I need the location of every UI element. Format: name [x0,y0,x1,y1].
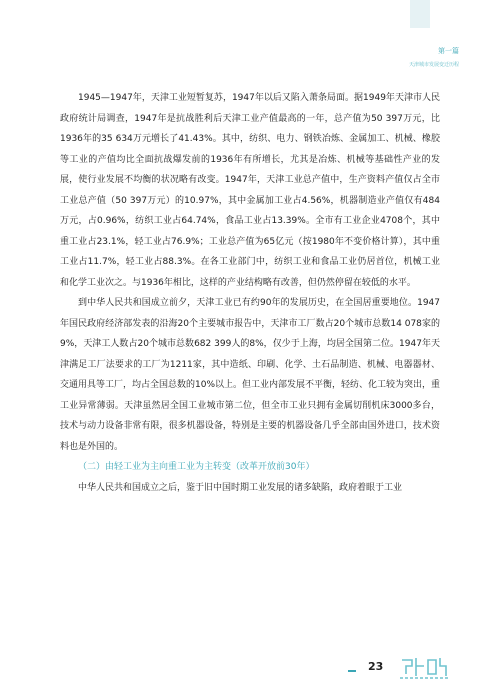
section-heading: （二）由轻工业为主向重工业为主转变（改革开放前30年） [78,462,315,472]
page-number: 23 [368,660,384,673]
footer-dash [348,670,356,672]
header-tab [410,0,430,28]
running-header [409,44,459,72]
chapter-label: 第一篇 [438,47,459,55]
paragraph: 到中华人民共和国成立前夕，天津工业已有约90年的发展历史，在全国居重要地位。1947年国民政府经济部发表的沿海20个主要城市报告中，天津市工厂数占20个城市总数14 078家的9%，天津工人数占20个城市总数682 399人的8%，仅少于上海，均居全国第二位。1947年天津满足工厂法要求的工厂为1211家，其中造纸、印刷、化学、土石品制造、机械、电器器材、交通用具等工厂，均占全国总数的10%以上。但工业内部发展不平衡，轻纺、化工较为突出，重工业异常薄弱。天津虽然居全国工业城市第二位，但全市工业只拥有金属切削机床3000多台，技术与动力设备非常有限，很多机器设备，特别是主要的机器设备几乎全部由国外进口，技术资料也是外国的。 [60,298,441,452]
body-text [60,88,440,498]
paragraph: 1945—1947年，天津工业短暂复苏，1947年以后又陷入萧条局面。据1949年天津市人民政府统计局调查，1947年是抗战胜利后天津工业产值最高的一年，总产值为50 397万元，比1936年的35 634万元增长了41.43%。其中，纺织、电力、钢铁冶炼、金属加工、机械、橡胶等工业的产值均比全面抗战爆发前的1936年有所增长，尤其是冶炼、机械等基础性产业的发展，使行业发展不均衡的状况略有改变。1947年，天津工业总产值中，生产资料产值仅占全市工业总产值（50 397万元）的10.97%，其中金属加工业占4.56%，机器制造业产值仅有484万元，占0.96%，纺织工业占64.74%，食品工业占13.39%。全市有工业企业4708个，其中重工业占23.1%，轻工业占76.9%；工业总产值为65亿元（按1980年不变价格计算），其中重工业占11.7%，轻工业占88.3%。在各工业部门中，纺织工业和食品工业仍居首位，机械工业和化学工业次之。与1936年相比，这样的产业结构略有改善，但仍然停留在较低的水平。 [60,93,440,288]
paragraph: 中华人民共和国成立之后，鉴于旧中国时期工业发展的诸多缺陷，政府着眼于工业 [78,482,403,493]
chapter-subtitle: 天津城市发展变迁历程 [408,62,459,68]
decorative-logo-icon [398,652,450,682]
